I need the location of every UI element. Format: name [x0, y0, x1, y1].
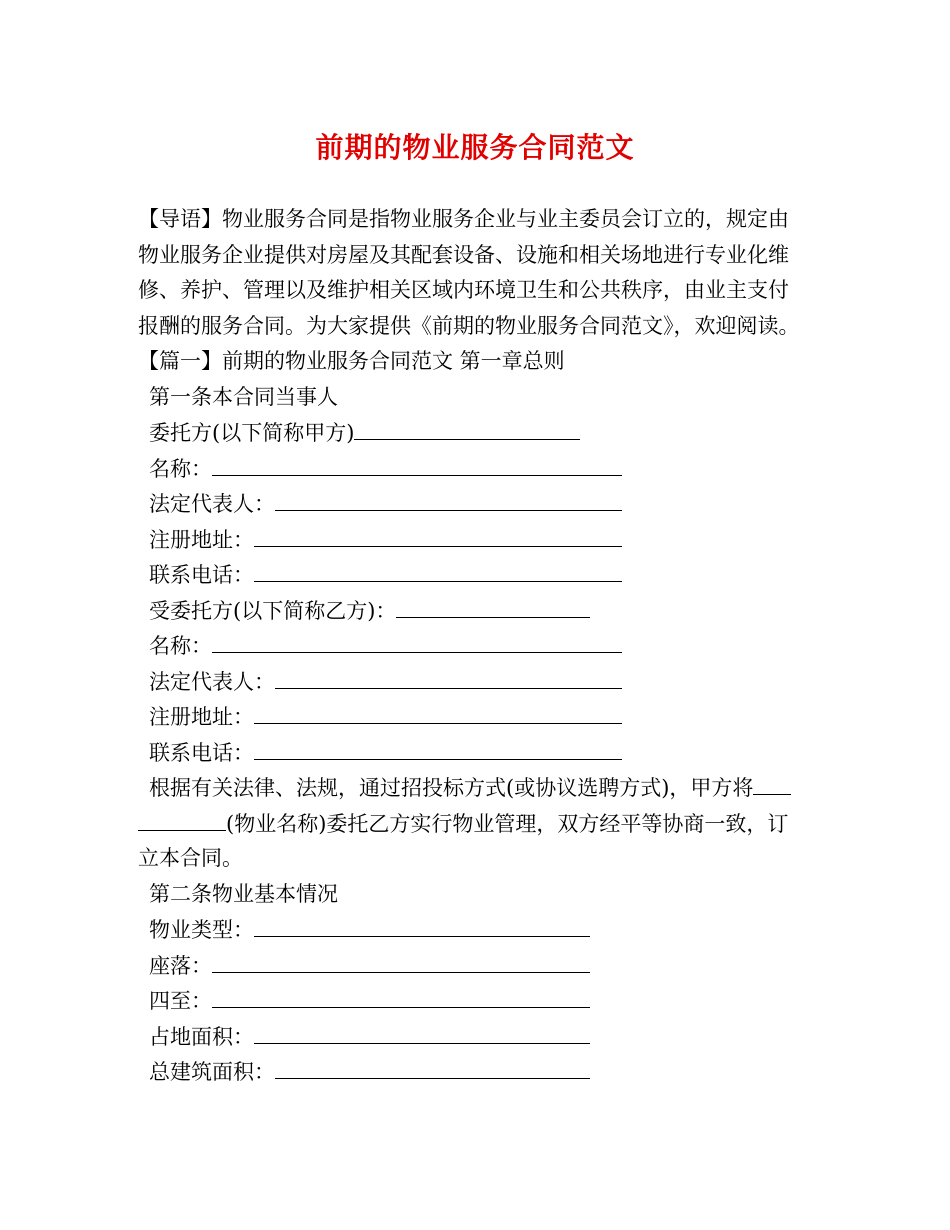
party-a-phone-row: [138, 557, 828, 593]
article-2-title: 第二条物业基本情况: [149, 881, 338, 906]
fill-blank: [212, 628, 622, 653]
basis-line-3: 立本合同。: [138, 846, 243, 870]
field-label: 总建筑面积：: [149, 1060, 275, 1084]
field-label: 名称：: [149, 634, 212, 658]
document-body: [138, 202, 828, 1090]
intro-line-3: 修、养护、管理以及维护相关区域内环境卫生和公共秩序，由业主支付: [138, 278, 789, 302]
section-heading: 【篇一】前期的物业服务合同范文 第一章总则: [138, 349, 565, 373]
property-land-area-row: [138, 1019, 828, 1055]
party-b-heading-row: [138, 593, 828, 629]
basis-line-1: [138, 770, 828, 806]
field-label: 联系电话：: [149, 563, 254, 587]
fill-blank: [138, 806, 226, 831]
fill-blank: [212, 948, 590, 973]
field-label: 注册地址：: [149, 705, 254, 729]
party-a-name-row: [138, 451, 828, 487]
basis-text: (物业名称)委托乙方实行物业管理，双方经平等协商一致，订: [226, 811, 789, 836]
party-a-legal-rep-row: [138, 486, 828, 522]
fill-blank: [254, 522, 622, 547]
page-title: 前期的物业服务合同范文: [315, 131, 635, 164]
party-b-address-row: [138, 699, 828, 735]
party-b-heading: 受委托方(以下简称乙方)：: [149, 598, 397, 623]
intro-line-4: 报酬的服务合同。为大家提供《前期的物业服务合同范文》，欢迎阅读。: [138, 313, 800, 338]
field-label: 法定代表人：: [149, 492, 275, 516]
property-location-row: [138, 948, 828, 984]
property-boundaries-row: [138, 983, 828, 1019]
fill-blank: [354, 415, 580, 440]
fill-blank: [396, 593, 590, 618]
basis-line-2: [138, 806, 828, 842]
field-label: 物业类型：: [149, 918, 254, 942]
field-label: 名称：: [149, 456, 212, 481]
basis-text: 根据有关法律、法规，通过招投标方式(或协议选聘方式)，甲方将: [149, 776, 754, 800]
field-label: 座落：: [149, 953, 212, 978]
party-b-legal-rep-row: [138, 664, 828, 700]
fill-blank: [275, 486, 622, 511]
article-1-title: 第一条本合同当事人: [149, 384, 338, 409]
fill-blank: [254, 735, 622, 760]
field-label: 法定代表人：: [149, 669, 275, 694]
property-type-row: [138, 912, 828, 948]
party-a-address-row: [138, 522, 828, 558]
party-a-heading-row: [138, 415, 828, 451]
field-label: 注册地址：: [149, 527, 254, 552]
field-label: 联系电话：: [149, 740, 254, 765]
party-b-name-row: [138, 628, 828, 664]
field-label: 占地面积：: [149, 1024, 254, 1049]
fill-blank: [212, 983, 590, 1008]
fill-blank: [254, 699, 622, 724]
field-label: 四至：: [149, 989, 212, 1013]
fill-blank: [254, 912, 590, 937]
intro-line-1: 【导语】物业服务合同是指物业服务企业与业主委员会订立的，规定由: [138, 207, 789, 231]
intro-line-2: 物业服务企业提供对房屋及其配套设备、设施和相关场地进行专业化维: [138, 242, 789, 267]
party-b-phone-row: [138, 735, 828, 771]
fill-blank: [254, 557, 622, 582]
fill-blank: [275, 664, 622, 689]
fill-blank: [753, 770, 791, 795]
fill-blank: [254, 1019, 590, 1044]
fill-blank: [212, 451, 622, 476]
party-a-heading: 委托方(以下简称甲方): [149, 421, 355, 445]
property-building-area-row: [138, 1054, 828, 1090]
fill-blank: [275, 1054, 590, 1079]
